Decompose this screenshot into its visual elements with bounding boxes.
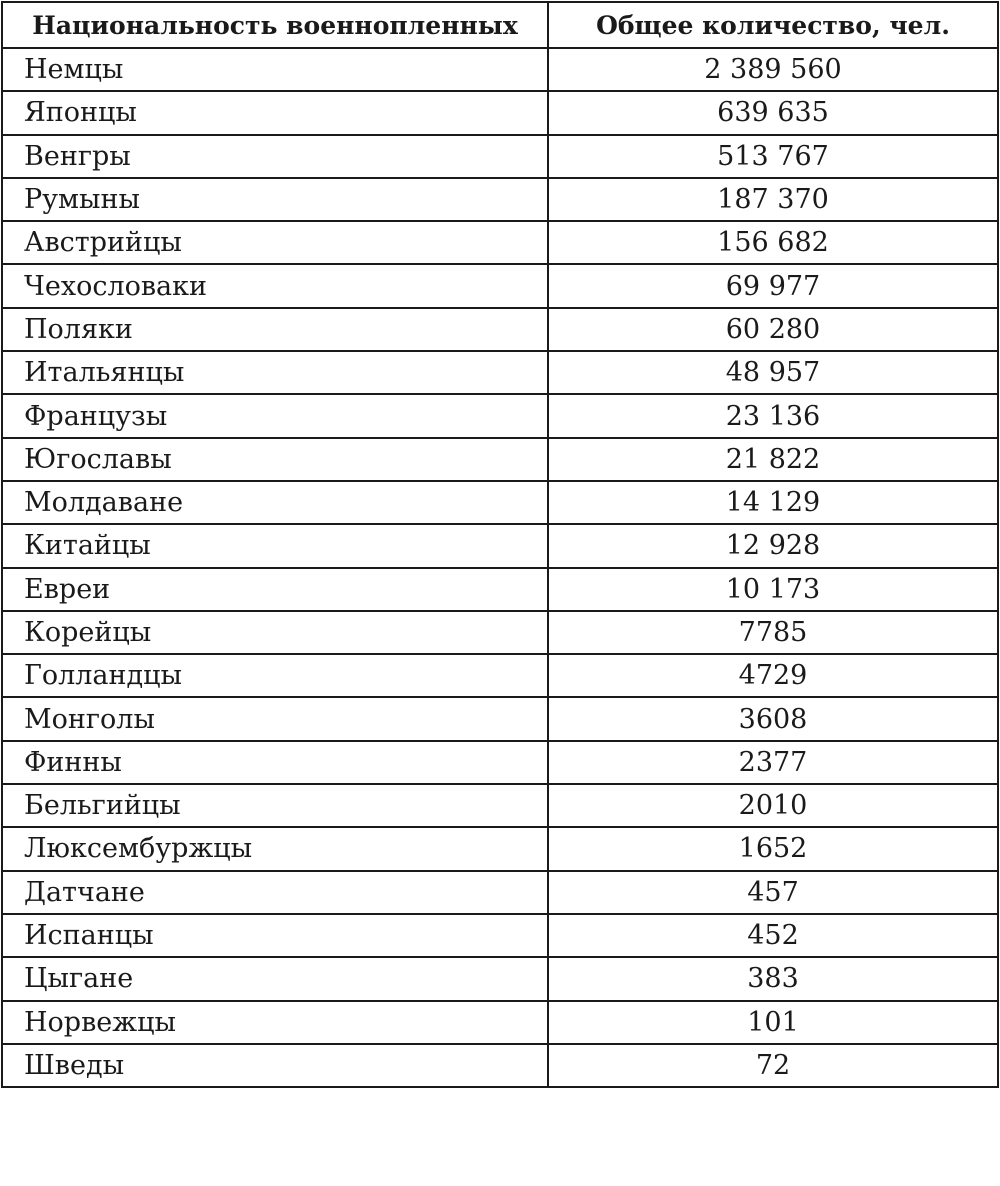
table-row	[2, 827, 998, 870]
nationality-cell: Монголы	[2, 697, 548, 740]
nationality-cell: Финны	[2, 741, 548, 784]
count-cell: 1652	[548, 827, 998, 870]
nationality-cell: Итальянцы	[2, 351, 548, 394]
table-row	[2, 438, 998, 481]
column-header-nationality: Национальность военнопленных	[2, 2, 548, 48]
count-cell: 187 370	[548, 178, 998, 221]
count-cell: 2377	[548, 741, 998, 784]
table-row	[2, 1001, 998, 1044]
count-cell: 69 977	[548, 264, 998, 307]
count-cell: 3608	[548, 697, 998, 740]
table-row	[2, 784, 998, 827]
count-cell: 101	[548, 1001, 998, 1044]
nationality-cell: Шведы	[2, 1044, 548, 1087]
table-row	[2, 135, 998, 178]
count-cell: 2010	[548, 784, 998, 827]
table-row	[2, 221, 998, 264]
table-row	[2, 611, 998, 654]
table-row	[2, 568, 998, 611]
count-cell: 2 389 560	[548, 48, 998, 91]
count-cell: 452	[548, 914, 998, 957]
nationality-cell: Французы	[2, 394, 548, 437]
table-row	[2, 394, 998, 437]
table-row	[2, 264, 998, 307]
count-cell: 14 129	[548, 481, 998, 524]
nationality-cell: Евреи	[2, 568, 548, 611]
count-cell: 48 957	[548, 351, 998, 394]
nationality-cell: Молдаване	[2, 481, 548, 524]
table-row	[2, 957, 998, 1000]
count-cell: 10 173	[548, 568, 998, 611]
table-row	[2, 654, 998, 697]
table-row	[2, 1044, 998, 1087]
count-cell: 513 767	[548, 135, 998, 178]
count-cell: 21 822	[548, 438, 998, 481]
table-row	[2, 48, 998, 91]
count-cell: 7785	[548, 611, 998, 654]
count-cell: 4729	[548, 654, 998, 697]
count-cell: 156 682	[548, 221, 998, 264]
table-row	[2, 308, 998, 351]
nationality-cell: Чехословаки	[2, 264, 548, 307]
table-row	[2, 871, 998, 914]
table-row	[2, 524, 998, 567]
count-cell: 383	[548, 957, 998, 1000]
nationality-cell: Датчане	[2, 871, 548, 914]
nationality-cell: Румыны	[2, 178, 548, 221]
table-row	[2, 741, 998, 784]
nationality-cell: Бельгийцы	[2, 784, 548, 827]
nationality-cell: Поляки	[2, 308, 548, 351]
nationality-cell: Испанцы	[2, 914, 548, 957]
table-row	[2, 351, 998, 394]
nationality-cell: Венгры	[2, 135, 548, 178]
nationality-cell: Цыгане	[2, 957, 548, 1000]
table-row	[2, 697, 998, 740]
count-cell: 60 280	[548, 308, 998, 351]
prisoners-table	[1, 1, 999, 1088]
table-row	[2, 481, 998, 524]
nationality-cell: Югославы	[2, 438, 548, 481]
count-cell: 23 136	[548, 394, 998, 437]
count-cell: 457	[548, 871, 998, 914]
table-row	[2, 914, 998, 957]
count-cell: 12 928	[548, 524, 998, 567]
nationality-cell: Голландцы	[2, 654, 548, 697]
nationality-cell: Японцы	[2, 91, 548, 134]
table-header-row	[2, 2, 998, 48]
count-cell: 72	[548, 1044, 998, 1087]
nationality-cell: Немцы	[2, 48, 548, 91]
table-row	[2, 178, 998, 221]
nationality-cell: Люксембуржцы	[2, 827, 548, 870]
count-cell: 639 635	[548, 91, 998, 134]
column-header-count: Общее количество, чел.	[548, 2, 998, 48]
nationality-cell: Корейцы	[2, 611, 548, 654]
nationality-cell: Норвежцы	[2, 1001, 548, 1044]
table-row	[2, 91, 998, 134]
nationality-cell: Австрийцы	[2, 221, 548, 264]
nationality-cell: Китайцы	[2, 524, 548, 567]
